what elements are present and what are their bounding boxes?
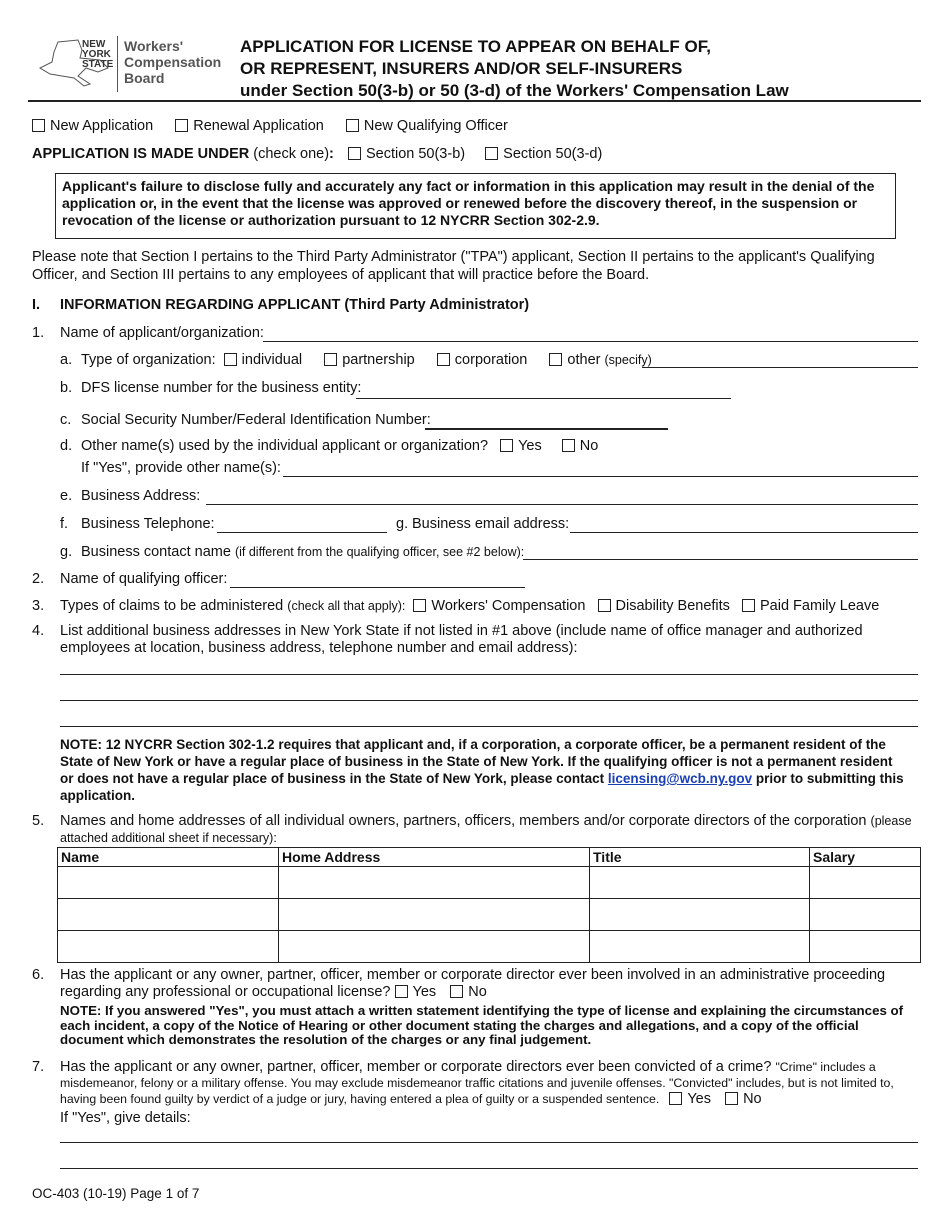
- q1b-letter: b.: [60, 380, 73, 396]
- intro-text: Please note that Section I pertains to the Third Party Administrator ("TPA") applicant, Section II pertains to the applicant's Qualifying Officer, and Section III pertains to any employees of applicant that will practice before the Board.: [32, 249, 875, 283]
- convicted-yes-label: Yes: [687, 1091, 711, 1107]
- section1-number: I.: [32, 297, 41, 313]
- owner-title-cell[interactable]: [590, 931, 810, 963]
- convicted-no-label: No: [743, 1091, 762, 1107]
- section-50-3d-label: Section 50(3-d): [503, 146, 603, 162]
- q1f-label: Business Telephone:: [81, 516, 215, 532]
- dfs-license-input[interactable]: [356, 398, 731, 399]
- q7-number: 7.: [32, 1059, 45, 1075]
- business-address-input[interactable]: [206, 504, 918, 505]
- q1a-letter: a.: [60, 352, 73, 368]
- workers-comp-checkbox[interactable]: [413, 599, 426, 612]
- owner-salary-cell[interactable]: [810, 931, 921, 963]
- convicted-yes-checkbox[interactable]: [669, 1092, 682, 1105]
- admin-proceeding-no-label: No: [468, 984, 487, 1000]
- header-rule: [28, 100, 921, 102]
- owner-address-cell[interactable]: [279, 931, 590, 963]
- other-checkbox[interactable]: [549, 353, 562, 366]
- q1g2-letter: g.: [60, 544, 73, 560]
- licensing-email-link[interactable]: licensing@wcb.ny.gov: [607, 771, 753, 786]
- other-label: other: [567, 352, 601, 368]
- workers-comp-label: Workers' Compensation: [431, 598, 586, 614]
- q1g1-label: Business email address:: [412, 516, 570, 532]
- q4-label: List additional business addresses in New York State if not listed in #1 above (include name of office manager and authorized employees at location, business address, telephone number and email address):: [60, 623, 863, 656]
- other-hint: (specify): [604, 353, 652, 367]
- q1-label: Name of applicant/organization:: [60, 325, 264, 341]
- q1g2-label: Business contact name: [81, 544, 231, 560]
- q6-question: [60, 967, 920, 1001]
- new-qualifying-officer-checkbox[interactable]: [346, 119, 359, 132]
- paid-family-leave-label: Paid Family Leave: [760, 598, 880, 614]
- business-telephone-input[interactable]: [217, 532, 387, 533]
- made-under-label: APPLICATION IS MADE UNDER: [32, 146, 250, 162]
- owner-title-cell[interactable]: [590, 899, 810, 931]
- table-row: [58, 931, 921, 963]
- q1b-label: DFS license number for the business entity:: [81, 380, 362, 396]
- made-under-colon: :: [329, 146, 334, 162]
- other-names-yes-label: Yes: [518, 438, 542, 454]
- owner-address-cell[interactable]: [279, 899, 590, 931]
- table-row: [58, 867, 921, 899]
- new-application-label: New Application: [50, 118, 154, 134]
- convicted-no-checkbox[interactable]: [725, 1092, 738, 1105]
- owners-col-home-address: Home Address: [279, 848, 590, 867]
- q7-question: [60, 1059, 920, 1107]
- business-contact-input[interactable]: [523, 559, 918, 560]
- q4-number: 4.: [32, 623, 45, 639]
- disability-benefits-checkbox[interactable]: [598, 599, 611, 612]
- owners-table-header: [58, 848, 921, 867]
- renewal-application-checkbox[interactable]: [175, 119, 188, 132]
- residency-note-tail: prior to submitting this application.: [60, 771, 904, 803]
- applicant-name-input[interactable]: [263, 341, 918, 342]
- made-under-hint: (check one): [253, 146, 330, 162]
- section1-title: INFORMATION REGARDING APPLICANT (Third Party Administrator): [60, 297, 530, 313]
- q7-hint: "Crime" includes a misdemeanor, felony or a military offense. You may exclude misdemeanor traffic citations and juvenile offenses. "Convicted" includes, but is not limited to, having been found guilty by verdict of a judge or jury, having entered a plea of guilty or a suspended sentence.: [60, 1060, 894, 1106]
- page-footer: OC-403 (10-19) Page 1 of 7: [32, 1186, 200, 1201]
- q1e-letter: e.: [60, 488, 73, 504]
- other-names-input[interactable]: [283, 476, 918, 477]
- ssn-fein-input[interactable]: [425, 428, 668, 430]
- conviction-details-line-2[interactable]: [60, 1168, 918, 1169]
- disability-benefits-label: Disability Benefits: [615, 598, 730, 614]
- additional-address-line-2[interactable]: [60, 700, 918, 701]
- owner-name-cell[interactable]: [58, 899, 279, 931]
- section-50-3b-checkbox[interactable]: [348, 147, 361, 160]
- q6-note: NOTE: If you answered "Yes", you must attach a written statement identifying the type of license and explaining the circumstances of each incident, a copy of the Notice of Hearing or other document stating the charges and allegations, and a copy of the official document which demonstrates the resolution of the charges or any final judgement.: [60, 1003, 904, 1047]
- owner-salary-cell[interactable]: [810, 899, 921, 931]
- corporation-label: corporation: [454, 352, 528, 368]
- paid-family-leave-checkbox[interactable]: [742, 599, 755, 612]
- table-row: [58, 899, 921, 931]
- q1g2-hint: (if different from the qualifying officer, see #2 below):: [234, 545, 525, 559]
- other-names-no-label: No: [579, 438, 599, 454]
- q1c-letter: c.: [60, 412, 72, 428]
- qualifying-officer-input[interactable]: [230, 587, 525, 588]
- residency-note-text: NOTE: 12 NYCRR Section 302-1.2 requires that applicant and, if a corporation, a corporate officer, be a permanent resident of the State of New York or have a regular place of business in the State of New York. If the qualifying officer is not a permanent resident or does not have a regular place of business in the State of New York, please contact: [60, 737, 893, 786]
- logo-state-line1: NEW: [82, 39, 106, 50]
- q1a-label: Type of organization:: [81, 352, 216, 368]
- q1c-label: Social Security Number/Federal Identification Number:: [81, 412, 431, 428]
- owner-address-cell[interactable]: [279, 867, 590, 899]
- residency-note: [60, 736, 905, 804]
- q1d-followup: If "Yes", provide other name(s):: [81, 460, 281, 476]
- owners-col-name: Name: [58, 848, 279, 867]
- additional-address-line-1[interactable]: [60, 674, 918, 675]
- q1-number: 1.: [32, 325, 45, 341]
- q5-label: Names and home addresses of all individual owners, partners, officers, members and/or corporate directors of the corporation: [60, 813, 867, 829]
- warning-text: Applicant's failure to disclose fully and accurately any fact or information in this application may result in the denial of the application or, in the event that the license was approved or renewed before the discovery thereof, in the suspension or revocation of the license or authorization pursuant to 12 NYCRR Section 302-2.9.: [62, 178, 875, 228]
- q2-label: Name of qualifying officer:: [60, 571, 228, 587]
- q1d-letter: d.: [60, 438, 73, 454]
- additional-address-line-3[interactable]: [60, 726, 918, 727]
- section-50-3b-label: Section 50(3-b): [365, 146, 466, 162]
- owners-col-salary: Salary: [810, 848, 921, 867]
- partnership-checkbox[interactable]: [324, 353, 337, 366]
- admin-proceeding-no-checkbox[interactable]: [450, 985, 463, 998]
- q3-hint: (check all that apply):: [287, 599, 406, 613]
- owner-title-cell[interactable]: [590, 867, 810, 899]
- owner-name-cell[interactable]: [58, 931, 279, 963]
- q2-number: 2.: [32, 571, 45, 587]
- q1f-letter: f.: [60, 516, 69, 532]
- logo-name-line1: Workers': [124, 38, 184, 54]
- title-line1: APPLICATION FOR LICENSE TO APPEAR ON BEHALF OF,: [240, 37, 711, 56]
- other-names-yes-checkbox[interactable]: [500, 439, 513, 452]
- owner-name-cell[interactable]: [58, 867, 279, 899]
- logo-name-line3: Board: [124, 70, 165, 86]
- owners-table: [57, 847, 921, 963]
- corporation-checkbox[interactable]: [437, 353, 450, 366]
- owners-col-title: Title: [590, 848, 810, 867]
- conviction-details-line-1[interactable]: [60, 1142, 918, 1143]
- renewal-application-label: Renewal Application: [193, 118, 324, 134]
- warning-box: [55, 173, 896, 239]
- q5-hint: (please attached additional sheet if necessary):: [60, 814, 912, 845]
- title-line3: under Section 50(3-b) or 50 (3-d) of the Workers' Compensation Law: [240, 81, 789, 100]
- logo-state-line2: YORK: [82, 49, 111, 60]
- q6-label: Has the applicant or any owner, partner, officer, member or corporate director ever been involved in an administrative proceeding regarding any professional or occupational license?: [60, 967, 886, 1000]
- q3-label: Types of claims to be administered: [60, 598, 284, 614]
- q6-number: 6.: [32, 967, 45, 983]
- admin-proceeding-yes-checkbox[interactable]: [395, 985, 408, 998]
- new-application-checkbox[interactable]: [32, 119, 45, 132]
- other-names-no-checkbox[interactable]: [562, 439, 575, 452]
- q1d-label: Other name(s) used by the individual applicant or organization?: [81, 438, 489, 454]
- admin-proceeding-yes-label: Yes: [412, 984, 437, 1000]
- q7-followup: If "Yes", give details:: [60, 1110, 191, 1126]
- partnership-label: partnership: [342, 352, 415, 368]
- new-qualifying-officer-label: New Qualifying Officer: [363, 118, 508, 134]
- business-email-input[interactable]: [570, 532, 918, 533]
- q5-question: [60, 813, 920, 847]
- logo-name-line2: Compensation: [124, 54, 222, 70]
- q1g1-letter: g.: [396, 516, 409, 532]
- section-50-3d-checkbox[interactable]: [485, 147, 498, 160]
- logo-state-line3: STATE: [82, 59, 114, 70]
- q3-number: 3.: [32, 598, 45, 614]
- individual-checkbox[interactable]: [224, 353, 237, 366]
- q5-number: 5.: [32, 813, 45, 829]
- q7-label: Has the applicant or any owner, partner, officer, member or corporate directors ever been convicted of a crime?: [60, 1059, 772, 1075]
- title-line2: OR REPRESENT, INSURERS AND/OR SELF-INSURERS: [240, 59, 683, 78]
- individual-label: individual: [241, 352, 303, 368]
- page-title: [240, 36, 789, 102]
- other-specify-input[interactable]: [642, 367, 918, 368]
- owner-salary-cell[interactable]: [810, 867, 921, 899]
- q1e-label: Business Address:: [81, 488, 201, 504]
- nys-logo: [38, 36, 228, 94]
